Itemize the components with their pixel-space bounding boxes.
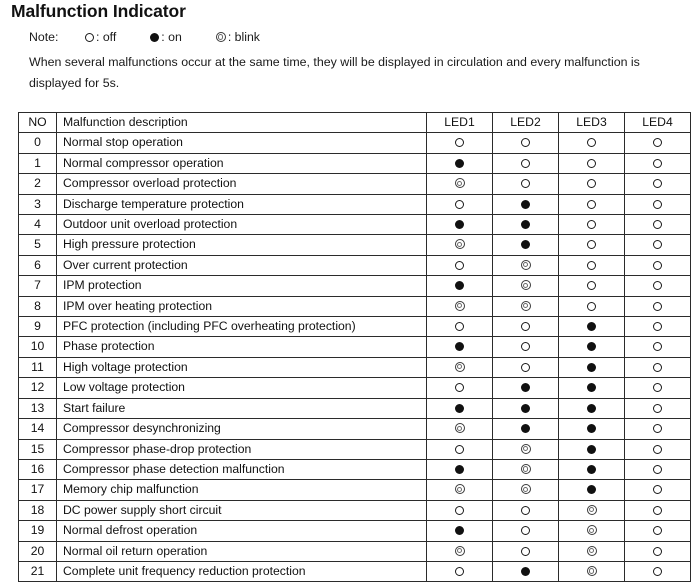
- led-on-icon: [521, 383, 530, 392]
- cell-led1: [427, 276, 493, 296]
- led-on-icon: [150, 33, 159, 42]
- led-on-icon: [455, 342, 464, 351]
- cell-led1: [427, 561, 493, 581]
- led-on-icon: [587, 322, 596, 331]
- led-on-icon: [455, 465, 464, 474]
- cell-no: 16: [19, 459, 57, 479]
- led-blink-icon: [455, 239, 465, 249]
- table-row: [19, 255, 691, 275]
- cell-no: 10: [19, 337, 57, 357]
- cell-led1: [427, 133, 493, 153]
- led-off-icon: [653, 159, 662, 168]
- led-off-icon: [653, 138, 662, 147]
- led-off-icon: [455, 383, 464, 392]
- led-off-icon: [653, 383, 662, 392]
- led-off-icon: [653, 281, 662, 290]
- led-off-icon: [653, 342, 662, 351]
- cell-description: Normal defrost operation: [57, 521, 427, 541]
- led-on-icon: [587, 445, 596, 454]
- cell-led3: [559, 541, 625, 561]
- cell-no: 12: [19, 378, 57, 398]
- led-off-icon: [521, 322, 530, 331]
- cell-led4: [625, 357, 691, 377]
- cell-led3: [559, 378, 625, 398]
- cell-led2: [493, 296, 559, 316]
- cell-led2: [493, 133, 559, 153]
- cell-led1: [427, 235, 493, 255]
- led-blink-icon: [455, 362, 465, 372]
- led-off-icon: [653, 179, 662, 188]
- cell-led3: [559, 500, 625, 520]
- cell-led2: [493, 215, 559, 235]
- led-off-icon: [653, 445, 662, 454]
- cell-led3: [559, 194, 625, 214]
- cell-led4: [625, 276, 691, 296]
- table-row: [19, 500, 691, 520]
- table-row: [19, 398, 691, 418]
- cell-led3: [559, 174, 625, 194]
- cell-no: 5: [19, 235, 57, 255]
- table-row: [19, 215, 691, 235]
- table-row: [19, 541, 691, 561]
- cell-led3: [559, 561, 625, 581]
- led-on-icon: [521, 567, 530, 576]
- cell-led4: [625, 419, 691, 439]
- column-header-no: NO: [19, 113, 57, 133]
- cell-no: 19: [19, 521, 57, 541]
- led-off-icon: [521, 138, 530, 147]
- legend-item-on: [150, 30, 182, 44]
- cell-led4: [625, 378, 691, 398]
- led-blink-icon: [455, 423, 465, 433]
- table-row: [19, 337, 691, 357]
- cell-led2: [493, 357, 559, 377]
- cell-no: 20: [19, 541, 57, 561]
- cell-led3: [559, 296, 625, 316]
- cell-led4: [625, 521, 691, 541]
- legend-label-blink: : blink: [227, 30, 260, 44]
- cell-led3: [559, 459, 625, 479]
- cell-led3: [559, 133, 625, 153]
- cell-description: Over current protection: [57, 255, 427, 275]
- cell-led1: [427, 255, 493, 275]
- led-blink-icon: [587, 505, 597, 515]
- led-off-icon: [653, 506, 662, 515]
- cell-led1: [427, 378, 493, 398]
- cell-description: Compressor desynchronizing: [57, 419, 427, 439]
- cell-led2: [493, 194, 559, 214]
- led-on-icon: [455, 404, 464, 413]
- led-off-icon: [521, 342, 530, 351]
- cell-description: Compressor overload protection: [57, 174, 427, 194]
- cell-led4: [625, 194, 691, 214]
- cell-led2: [493, 317, 559, 337]
- led-off-icon: [587, 138, 596, 147]
- led-off-icon: [653, 261, 662, 270]
- table-row: [19, 133, 691, 153]
- cell-led1: [427, 500, 493, 520]
- cell-description: IPM over heating protection: [57, 296, 427, 316]
- cell-description: PFC protection (including PFC overheating protection): [57, 317, 427, 337]
- cell-led2: [493, 439, 559, 459]
- table-header-row: [19, 113, 691, 133]
- column-header-led4: LED4: [625, 113, 691, 133]
- led-on-icon: [587, 465, 596, 474]
- cell-led3: [559, 419, 625, 439]
- led-blink-icon: [521, 464, 531, 474]
- led-on-icon: [521, 220, 530, 229]
- led-off-icon: [587, 220, 596, 229]
- led-off-icon: [455, 138, 464, 147]
- led-on-icon: [587, 404, 596, 413]
- led-on-icon: [587, 342, 596, 351]
- cell-description: Discharge temperature protection: [57, 194, 427, 214]
- cell-led2: [493, 255, 559, 275]
- cell-led4: [625, 153, 691, 173]
- cell-description: Normal stop operation: [57, 133, 427, 153]
- cell-led3: [559, 480, 625, 500]
- table-row: [19, 194, 691, 214]
- cell-description: Memory chip malfunction: [57, 480, 427, 500]
- cell-led4: [625, 133, 691, 153]
- cell-led4: [625, 215, 691, 235]
- cell-led2: [493, 337, 559, 357]
- cell-led1: [427, 480, 493, 500]
- cell-led2: [493, 153, 559, 173]
- cell-no: 11: [19, 357, 57, 377]
- cell-no: 2: [19, 174, 57, 194]
- cell-description: DC power supply short circuit: [57, 500, 427, 520]
- led-on-icon: [455, 526, 464, 535]
- cell-led2: [493, 378, 559, 398]
- table-header: [19, 113, 691, 133]
- cell-led3: [559, 398, 625, 418]
- led-on-icon: [455, 220, 464, 229]
- cell-no: 3: [19, 194, 57, 214]
- cell-led1: [427, 541, 493, 561]
- led-on-icon: [521, 240, 530, 249]
- cell-description: Low voltage protection: [57, 378, 427, 398]
- led-off-icon: [653, 526, 662, 535]
- led-off-icon: [653, 547, 662, 556]
- cell-description: Normal compressor operation: [57, 153, 427, 173]
- cell-led2: [493, 235, 559, 255]
- led-off-icon: [587, 302, 596, 311]
- cell-led2: [493, 500, 559, 520]
- cell-led1: [427, 296, 493, 316]
- cell-led4: [625, 398, 691, 418]
- cell-led4: [625, 439, 691, 459]
- led-on-icon: [521, 404, 530, 413]
- led-off-icon: [653, 302, 662, 311]
- led-off-icon: [455, 200, 464, 209]
- led-off-icon: [455, 506, 464, 515]
- led-blink-icon: [455, 484, 465, 494]
- led-blink-icon: [521, 280, 531, 290]
- led-off-icon: [587, 261, 596, 270]
- led-on-icon: [521, 424, 530, 433]
- table-row: [19, 480, 691, 500]
- legend-label-off: : off: [96, 30, 117, 44]
- table-row: [19, 561, 691, 581]
- cell-description: IPM protection: [57, 276, 427, 296]
- cell-description: High voltage protection: [57, 357, 427, 377]
- led-off-icon: [587, 281, 596, 290]
- led-off-icon: [653, 322, 662, 331]
- led-blink-icon: [521, 484, 531, 494]
- cell-led3: [559, 153, 625, 173]
- page-title: Malfunction Indicator: [11, 1, 186, 21]
- cell-no: 17: [19, 480, 57, 500]
- table-row: [19, 317, 691, 337]
- cell-led2: [493, 459, 559, 479]
- intro-paragraph: When several malfunctions occur at the same time, they will be displayed in circulation and every malfunction is displayed for 5s.: [29, 55, 640, 90]
- led-on-icon: [587, 363, 596, 372]
- led-on-icon: [455, 281, 464, 290]
- cell-description: High pressure protection: [57, 235, 427, 255]
- led-off-icon: [587, 159, 596, 168]
- led-off-icon: [653, 404, 662, 413]
- cell-led1: [427, 337, 493, 357]
- table-row: [19, 357, 691, 377]
- cell-no: 21: [19, 561, 57, 581]
- led-on-icon: [587, 424, 596, 433]
- cell-led2: [493, 480, 559, 500]
- column-header-led1: LED1: [427, 113, 493, 133]
- led-on-icon: [521, 200, 530, 209]
- cell-led2: [493, 541, 559, 561]
- led-off-icon: [653, 485, 662, 494]
- cell-led2: [493, 276, 559, 296]
- cell-led4: [625, 480, 691, 500]
- cell-description: Outdoor unit overload protection: [57, 215, 427, 235]
- cell-no: 6: [19, 255, 57, 275]
- cell-led1: [427, 317, 493, 337]
- table-row: [19, 439, 691, 459]
- cell-led1: [427, 521, 493, 541]
- cell-led4: [625, 337, 691, 357]
- cell-led4: [625, 317, 691, 337]
- legend-label-on: : on: [161, 30, 182, 44]
- cell-led1: [427, 357, 493, 377]
- led-blink-icon: [521, 301, 531, 311]
- note-legend-row: [29, 30, 260, 44]
- cell-led4: [625, 296, 691, 316]
- table-body: [19, 133, 691, 582]
- cell-led3: [559, 276, 625, 296]
- cell-led2: [493, 521, 559, 541]
- led-off-icon: [587, 200, 596, 209]
- led-blink-icon: [216, 32, 226, 42]
- note-label: Note:: [29, 30, 59, 44]
- led-off-icon: [521, 547, 530, 556]
- cell-led1: [427, 439, 493, 459]
- led-on-icon: [455, 159, 464, 168]
- led-off-icon: [521, 179, 530, 188]
- cell-no: 14: [19, 419, 57, 439]
- cell-led4: [625, 459, 691, 479]
- cell-no: 7: [19, 276, 57, 296]
- led-off-icon: [587, 179, 596, 188]
- led-off-icon: [653, 424, 662, 433]
- cell-led4: [625, 561, 691, 581]
- led-off-icon: [521, 363, 530, 372]
- cell-description: Compressor phase-drop protection: [57, 439, 427, 459]
- led-off-icon: [521, 526, 530, 535]
- table-row: [19, 174, 691, 194]
- led-off-icon: [455, 567, 464, 576]
- cell-no: 8: [19, 296, 57, 316]
- cell-no: 0: [19, 133, 57, 153]
- column-header-led3: LED3: [559, 113, 625, 133]
- led-off-icon: [587, 240, 596, 249]
- cell-led3: [559, 215, 625, 235]
- cell-description: Start failure: [57, 398, 427, 418]
- cell-led2: [493, 398, 559, 418]
- malfunction-table-container: [18, 112, 690, 582]
- led-blink-icon: [587, 566, 597, 576]
- cell-led3: [559, 439, 625, 459]
- led-off-icon: [653, 465, 662, 474]
- led-blink-icon: [521, 444, 531, 454]
- cell-led4: [625, 541, 691, 561]
- cell-led3: [559, 255, 625, 275]
- table-row: [19, 276, 691, 296]
- cell-led3: [559, 317, 625, 337]
- led-off-icon: [653, 567, 662, 576]
- cell-no: 1: [19, 153, 57, 173]
- table-row: [19, 521, 691, 541]
- table-row: [19, 459, 691, 479]
- cell-led1: [427, 459, 493, 479]
- table-row: [19, 153, 691, 173]
- cell-no: 15: [19, 439, 57, 459]
- led-blink-icon: [587, 525, 597, 535]
- legend-item-blink: [216, 30, 260, 44]
- led-blink-icon: [455, 178, 465, 188]
- led-off-icon: [455, 322, 464, 331]
- led-off-icon: [521, 159, 530, 168]
- table-row: [19, 378, 691, 398]
- cell-led2: [493, 419, 559, 439]
- cell-led4: [625, 500, 691, 520]
- led-blink-icon: [455, 546, 465, 556]
- cell-led4: [625, 235, 691, 255]
- led-off-icon: [455, 445, 464, 454]
- column-header-description: Malfunction description: [57, 113, 427, 133]
- led-off-icon: [521, 506, 530, 515]
- cell-no: 13: [19, 398, 57, 418]
- cell-description: Phase protection: [57, 337, 427, 357]
- cell-led2: [493, 561, 559, 581]
- cell-no: 9: [19, 317, 57, 337]
- cell-no: 18: [19, 500, 57, 520]
- led-off-icon: [653, 363, 662, 372]
- cell-led3: [559, 337, 625, 357]
- cell-led1: [427, 153, 493, 173]
- led-on-icon: [587, 383, 596, 392]
- cell-description: Normal oil return operation: [57, 541, 427, 561]
- led-off-icon: [455, 261, 464, 270]
- cell-led1: [427, 419, 493, 439]
- cell-led4: [625, 255, 691, 275]
- led-off-icon: [85, 33, 94, 42]
- legend-item-off: [85, 30, 116, 44]
- malfunction-table: [18, 112, 691, 582]
- column-header-led2: LED2: [493, 113, 559, 133]
- cell-led3: [559, 357, 625, 377]
- led-blink-icon: [587, 546, 597, 556]
- cell-description: Complete unit frequency reduction protection: [57, 561, 427, 581]
- cell-led2: [493, 174, 559, 194]
- table-row: [19, 296, 691, 316]
- cell-led1: [427, 194, 493, 214]
- led-off-icon: [653, 220, 662, 229]
- led-blink-icon: [455, 301, 465, 311]
- led-off-icon: [653, 200, 662, 209]
- cell-led1: [427, 174, 493, 194]
- cell-no: 4: [19, 215, 57, 235]
- cell-description: Compressor phase detection malfunction: [57, 459, 427, 479]
- cell-led3: [559, 521, 625, 541]
- table-row: [19, 235, 691, 255]
- cell-led1: [427, 215, 493, 235]
- cell-led1: [427, 398, 493, 418]
- led-on-icon: [587, 485, 596, 494]
- led-blink-icon: [521, 260, 531, 270]
- cell-led3: [559, 235, 625, 255]
- cell-led4: [625, 174, 691, 194]
- led-off-icon: [653, 240, 662, 249]
- table-row: [19, 419, 691, 439]
